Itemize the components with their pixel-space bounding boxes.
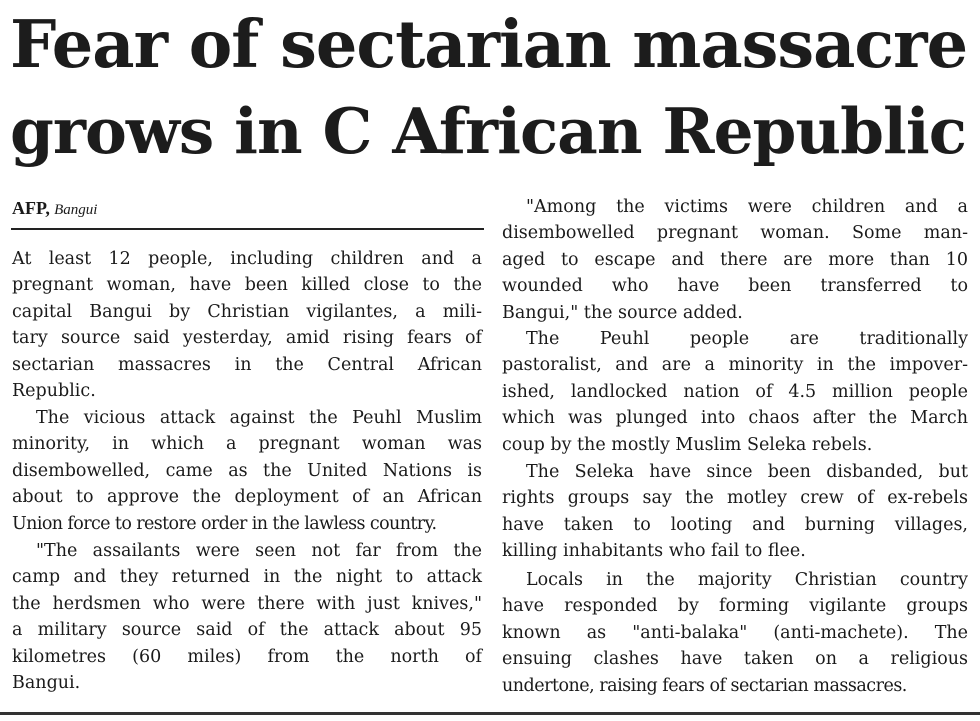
article-line: The Peuhl people are traditionally [526, 329, 968, 349]
article-line: ished, landlocked nation of 4.5 million people [502, 381, 968, 402]
article-line: the herdsmen who were there with just knives," [12, 593, 482, 614]
article-line: sectarian massacres in the Central African [12, 354, 482, 375]
article-paragraph [502, 567, 968, 699]
article-paragraph [502, 326, 968, 458]
article-line: camp and they returned in the night to attack [12, 567, 482, 588]
headline [10, 2, 970, 174]
byline-agency: AFP, [12, 198, 50, 218]
article-line: aged to escape and there are more than 10 [502, 249, 968, 270]
article-line: "The assailants were seen not far from the [36, 541, 482, 561]
article-line: wounded who have been transferred to [502, 276, 968, 297]
article-line: coup by the mostly Muslim Seleka rebels. [502, 434, 873, 455]
article-paragraph [502, 459, 968, 565]
article-line: killing inhabitants who fail to flee. [502, 541, 806, 562]
article-line: which was plunged into chaos after the March [502, 408, 968, 429]
article-line: kilometres (60 miles) from the north of [12, 646, 482, 667]
article-line: pregnant woman, have been killed close to the [12, 275, 482, 296]
article-line: pastoralist, and are a minority in the impover- [502, 355, 968, 376]
article-line: Locals in the majority Christian country [526, 570, 968, 590]
article-line: disembowelled, came as the United Nations is [12, 460, 482, 481]
article-line: tary source said yesterday, amid rising fears of [12, 328, 482, 349]
article-line: The vicious attack against the Peuhl Muslim [36, 408, 482, 428]
article-paragraph [502, 194, 968, 326]
article-line: "Among the victims were children and a [526, 197, 968, 217]
byline-divider [11, 228, 484, 230]
article-line: Bangui. [12, 673, 81, 694]
article-line: The Seleka have since been disbanded, but [526, 462, 968, 482]
article-paragraph [12, 246, 482, 404]
article-line: disembowelled pregnant woman. Some man- [502, 223, 968, 244]
article-line: rights groups say the motley crew of ex-rebels [502, 488, 968, 509]
headline-line-1: Fear of sectarian massacre [10, 7, 968, 83]
article-line: have responded by forming vigilante groups [502, 596, 968, 617]
article-line: Republic. [12, 381, 96, 402]
article-line: have taken to looting and burning villages, [502, 514, 968, 535]
article-line: undertone, raising fears of sectarian massacres. [502, 675, 907, 696]
article-line: known as "anti-balaka" (anti-machete). The [502, 622, 968, 643]
bottom-divider [0, 712, 980, 715]
article-line: Union force to restore order in the lawless country. [12, 513, 437, 534]
headline-line-2: grows in C African Republic [10, 94, 966, 168]
byline-place: Bangui [54, 202, 98, 218]
article-line: Bangui," the source added. [502, 302, 743, 323]
article-paragraph [12, 405, 482, 537]
article-line: a military source said of the attack about 95 [12, 620, 482, 641]
article-paragraph [12, 538, 482, 696]
article-line: capital Bangui by Christian vigilantes, a mili- [12, 301, 482, 322]
article-line: At least 12 people, including children and a [12, 249, 482, 269]
article-line: about to approve the deployment of an African [12, 487, 482, 508]
article-line: ensuing clashes have taken on a religious [502, 649, 968, 670]
article-line: minority, in which a pregnant woman was [12, 434, 482, 455]
byline [12, 198, 97, 220]
